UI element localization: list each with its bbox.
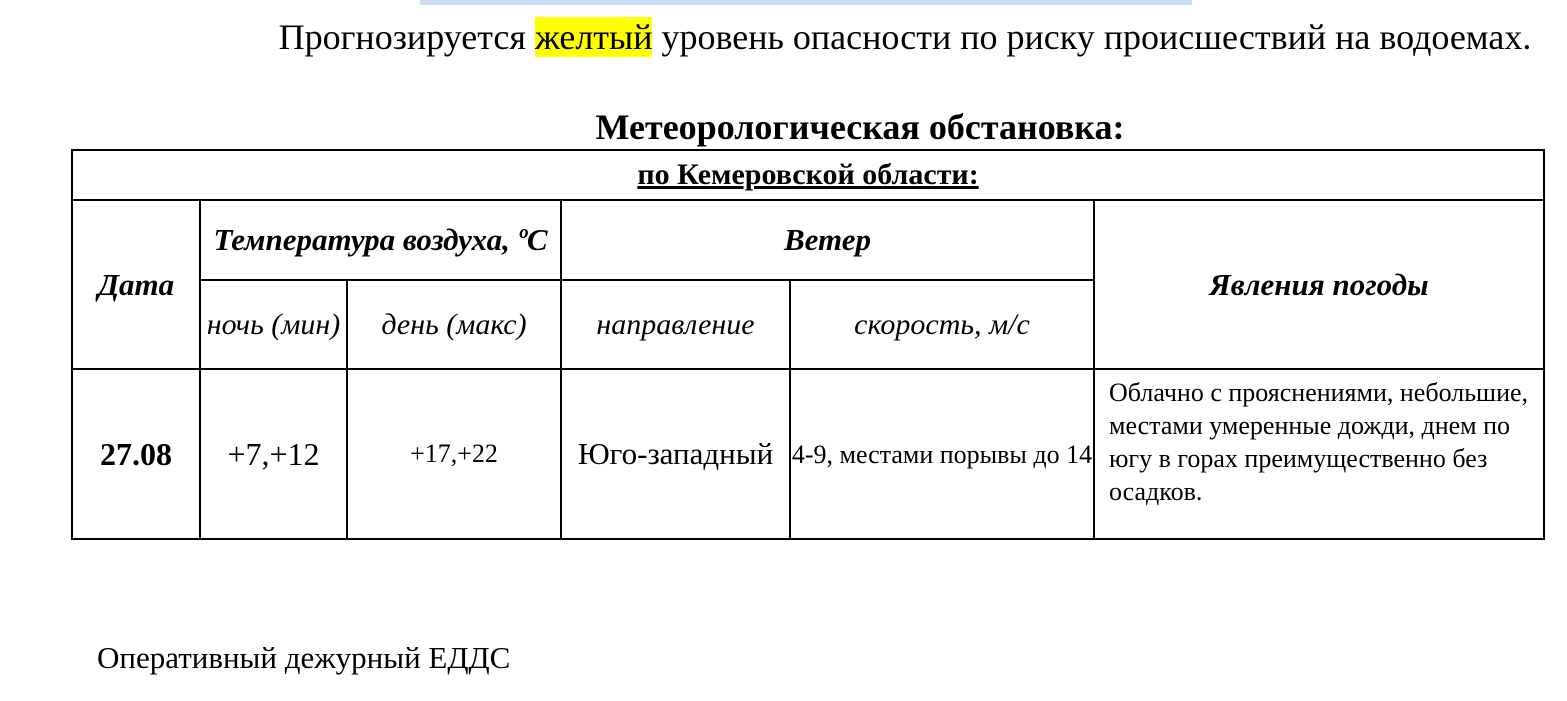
region-cell [72,150,1544,200]
header-row-1 [72,200,1544,280]
weather-phenomena-value: Облачно с прояснениями, небольшие, местами умеренные дожди, днем по югу в горах преимущественно без осадков. [1094,369,1544,539]
region-row [72,150,1544,200]
date-value: 27.08 [72,369,200,539]
speed-header: скорость, м/с [790,280,1094,369]
direction-header: направление [561,280,790,369]
night-header: ночь (мин) [200,280,347,369]
table-row [72,369,1544,539]
forecast-text-before: Прогнозируется [278,17,535,57]
wind-speed-value: 4-9, местами порывы до 14 [790,369,1094,539]
top-band [420,0,1192,5]
wind-header: Ветер [561,200,1094,280]
forecast-text-after: уровень опасности по риску происшествий на водоемах. [652,17,1532,57]
footer-text: Оперативный дежурный ЕДДС [97,640,511,675]
date-header: Дата [72,200,200,369]
day-header: день (макс) [347,280,561,369]
night-temp-value: +7,+12 [200,369,347,539]
temperature-header: Температура воздуха, ºС [200,200,561,280]
phenomena-header: Явления погоды [1094,200,1544,369]
wind-direction-value: Юго-западный [561,369,790,539]
danger-level-highlight: желтый [534,17,653,57]
day-temp-value: +17,+22 [347,369,561,539]
weather-table [71,149,1545,540]
forecast-text [250,14,1560,60]
region-title: по Кемеровской области: [637,158,979,191]
section-title: Метеорологическая обстановка: [595,107,1125,147]
